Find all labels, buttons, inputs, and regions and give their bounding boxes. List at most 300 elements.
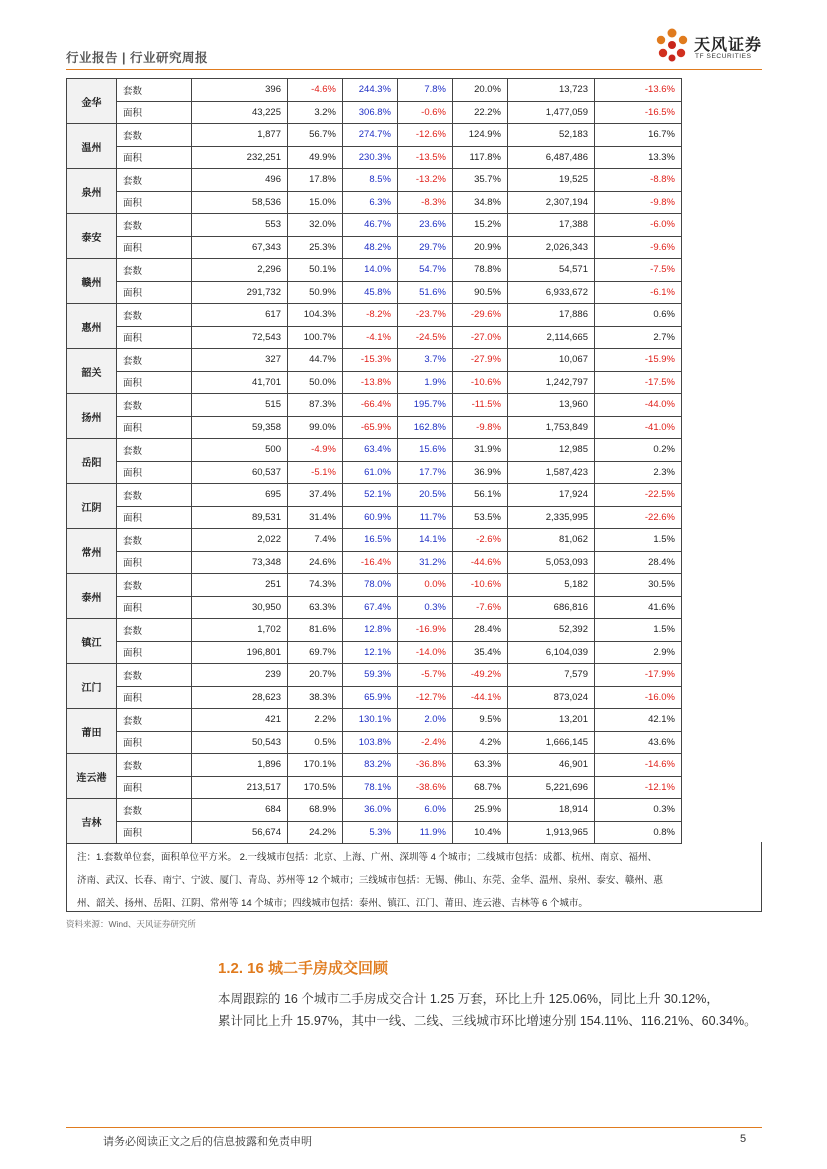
value-cell: 24.6% (288, 551, 343, 574)
city-name-cell: 吉林 (67, 799, 117, 844)
value-cell: 56.1% (453, 484, 508, 507)
value-cell: 45.8% (343, 281, 398, 304)
metric-label-cell: 套数 (117, 754, 192, 777)
value-cell: 2,026,343 (508, 236, 595, 259)
value-cell: 0.8% (595, 821, 682, 844)
value-cell: 46.7% (343, 214, 398, 237)
city-name-cell: 江阴 (67, 484, 117, 529)
value-cell: 291,732 (192, 281, 288, 304)
city-name-cell: 连云港 (67, 754, 117, 799)
table-row (67, 349, 682, 372)
value-cell: 103.8% (343, 731, 398, 754)
value-cell: 59,358 (192, 416, 288, 439)
value-cell: 1,702 (192, 619, 288, 642)
value-cell: 3.7% (398, 349, 453, 372)
table-row (67, 236, 682, 259)
value-cell: 63.3% (288, 596, 343, 619)
value-cell: 1,477,059 (508, 101, 595, 124)
value-cell: 117.8% (453, 146, 508, 169)
value-cell: -12.6% (398, 124, 453, 147)
table-row (67, 664, 682, 687)
metric-label-cell: 面积 (117, 776, 192, 799)
value-cell: 2,022 (192, 529, 288, 552)
value-cell: 306.8% (343, 101, 398, 124)
value-cell: -6.0% (595, 214, 682, 237)
value-cell: 25.3% (288, 236, 343, 259)
value-cell: 50.0% (288, 371, 343, 394)
table-row (67, 731, 682, 754)
value-cell: 17,924 (508, 484, 595, 507)
city-name-cell: 扬州 (67, 394, 117, 439)
value-cell: -36.8% (398, 754, 453, 777)
value-cell: 274.7% (343, 124, 398, 147)
value-cell: 1,587,423 (508, 461, 595, 484)
value-cell: 3.2% (288, 101, 343, 124)
value-cell: 20.5% (398, 484, 453, 507)
city-name-cell: 泰安 (67, 214, 117, 259)
value-cell: 87.3% (288, 394, 343, 417)
value-cell: 52,392 (508, 619, 595, 642)
value-cell: 17,886 (508, 304, 595, 327)
value-cell: 695 (192, 484, 288, 507)
value-cell: 14.1% (398, 529, 453, 552)
value-cell: 78.1% (343, 776, 398, 799)
value-cell: -17.5% (595, 371, 682, 394)
value-cell: -27.0% (453, 326, 508, 349)
value-cell: -12.1% (595, 776, 682, 799)
value-cell: 65.9% (343, 686, 398, 709)
value-cell: -6.1% (595, 281, 682, 304)
value-cell: 0.3% (398, 596, 453, 619)
city-name-cell: 泉州 (67, 169, 117, 214)
value-cell: 29.7% (398, 236, 453, 259)
value-cell: -2.4% (398, 731, 453, 754)
value-cell: 2.0% (398, 709, 453, 732)
value-cell: 1,666,145 (508, 731, 595, 754)
value-cell: 30.5% (595, 574, 682, 597)
value-cell: -13.6% (595, 79, 682, 102)
value-cell: -16.9% (398, 619, 453, 642)
metric-label-cell: 套数 (117, 619, 192, 642)
value-cell: -13.5% (398, 146, 453, 169)
value-cell: 15.0% (288, 191, 343, 214)
city-name-cell: 金华 (67, 79, 117, 124)
value-cell: 99.0% (288, 416, 343, 439)
page-header-label: 行业报告 | 行业研究周报 (66, 51, 208, 65)
paragraph-line: 累计同比上升 15.97%，其中一线、二线、三线城市环比增速分别 154.11%、116.21%、60.34%。 (218, 1014, 757, 1028)
metric-label-cell: 套数 (117, 394, 192, 417)
value-cell: 67.4% (343, 596, 398, 619)
table-row (67, 709, 682, 732)
value-cell: 2,296 (192, 259, 288, 282)
value-cell: -8.2% (343, 304, 398, 327)
value-cell: 170.1% (288, 754, 343, 777)
value-cell: 1.9% (398, 371, 453, 394)
value-cell: 10.4% (453, 821, 508, 844)
value-cell: 54,571 (508, 259, 595, 282)
value-cell: -14.6% (595, 754, 682, 777)
value-cell: 244.3% (343, 79, 398, 102)
metric-label-cell: 套数 (117, 169, 192, 192)
value-cell: 6,487,486 (508, 146, 595, 169)
value-cell: -8.8% (595, 169, 682, 192)
city-name-cell: 赣州 (67, 259, 117, 304)
value-cell: 553 (192, 214, 288, 237)
value-cell: -5.7% (398, 664, 453, 687)
metric-label-cell: 套数 (117, 664, 192, 687)
value-cell: -14.0% (398, 641, 453, 664)
value-cell: 48.2% (343, 236, 398, 259)
value-cell: 196,801 (192, 641, 288, 664)
value-cell: -4.1% (343, 326, 398, 349)
value-cell: -29.6% (453, 304, 508, 327)
metric-label-cell: 面积 (117, 236, 192, 259)
value-cell: 51.6% (398, 281, 453, 304)
value-cell: 124.9% (453, 124, 508, 147)
table-row (67, 821, 682, 844)
value-cell: 2.3% (595, 461, 682, 484)
value-cell: 63.3% (453, 754, 508, 777)
metric-label-cell: 面积 (117, 686, 192, 709)
value-cell: 327 (192, 349, 288, 372)
value-cell: 170.5% (288, 776, 343, 799)
value-cell: 684 (192, 799, 288, 822)
table-row (67, 686, 682, 709)
value-cell: 15.2% (453, 214, 508, 237)
table-row (67, 439, 682, 462)
metric-label-cell: 面积 (117, 101, 192, 124)
table-row (67, 124, 682, 147)
footer-rule (66, 1127, 762, 1128)
value-cell: 46,901 (508, 754, 595, 777)
table-row (67, 281, 682, 304)
value-cell: 4.2% (453, 731, 508, 754)
value-cell: -10.6% (453, 574, 508, 597)
metric-label-cell: 面积 (117, 596, 192, 619)
value-cell: 56,674 (192, 821, 288, 844)
value-cell: 162.8% (398, 416, 453, 439)
city-name-cell: 镇江 (67, 619, 117, 664)
value-cell: 69.7% (288, 641, 343, 664)
value-cell: -4.9% (288, 439, 343, 462)
table-row (67, 259, 682, 282)
value-cell: 1,877 (192, 124, 288, 147)
table-row (67, 776, 682, 799)
value-cell: -41.0% (595, 416, 682, 439)
value-cell: 5.3% (343, 821, 398, 844)
metric-label-cell: 套数 (117, 529, 192, 552)
value-cell: -13.8% (343, 371, 398, 394)
value-cell: 2.2% (288, 709, 343, 732)
table-row (67, 529, 682, 552)
value-cell: 90.5% (453, 281, 508, 304)
value-cell: 10,067 (508, 349, 595, 372)
value-cell: 5,182 (508, 574, 595, 597)
value-cell: 0.3% (595, 799, 682, 822)
city-name-cell: 韶关 (67, 349, 117, 394)
value-cell: 1,896 (192, 754, 288, 777)
metric-label-cell: 面积 (117, 551, 192, 574)
value-cell: 104.3% (288, 304, 343, 327)
metric-label-cell: 面积 (117, 146, 192, 169)
value-cell: 43.6% (595, 731, 682, 754)
value-cell: 30,950 (192, 596, 288, 619)
secondhand-housing-table (66, 78, 682, 844)
value-cell: -15.3% (343, 349, 398, 372)
value-cell: 239 (192, 664, 288, 687)
value-cell: 6,104,039 (508, 641, 595, 664)
value-cell: 251 (192, 574, 288, 597)
value-cell: 35.4% (453, 641, 508, 664)
value-cell: 43,225 (192, 101, 288, 124)
value-cell: 31.9% (453, 439, 508, 462)
value-cell: 56.7% (288, 124, 343, 147)
value-cell: 213,517 (192, 776, 288, 799)
value-cell: 6.0% (398, 799, 453, 822)
value-cell: -10.6% (453, 371, 508, 394)
metric-label-cell: 面积 (117, 371, 192, 394)
table-row (67, 304, 682, 327)
value-cell: 73,348 (192, 551, 288, 574)
table-row (67, 799, 682, 822)
table-row (67, 641, 682, 664)
value-cell: -15.9% (595, 349, 682, 372)
metric-label-cell: 套数 (117, 214, 192, 237)
value-cell: 50,543 (192, 731, 288, 754)
metric-label-cell: 面积 (117, 326, 192, 349)
value-cell: 1.5% (595, 529, 682, 552)
value-cell: -16.5% (595, 101, 682, 124)
table-row (67, 169, 682, 192)
value-cell: 13,960 (508, 394, 595, 417)
value-cell: 230.3% (343, 146, 398, 169)
value-cell: 7.4% (288, 529, 343, 552)
tf-securities-logo (652, 26, 764, 70)
value-cell: 83.2% (343, 754, 398, 777)
value-cell: -66.4% (343, 394, 398, 417)
value-cell: 20.7% (288, 664, 343, 687)
value-cell: 686,816 (508, 596, 595, 619)
value-cell: -16.4% (343, 551, 398, 574)
table-row (67, 484, 682, 507)
value-cell: 17.7% (398, 461, 453, 484)
value-cell: 24.2% (288, 821, 343, 844)
table-row (67, 619, 682, 642)
value-cell: 1,242,797 (508, 371, 595, 394)
value-cell: 31.2% (398, 551, 453, 574)
metric-label-cell: 面积 (117, 281, 192, 304)
value-cell: -17.9% (595, 664, 682, 687)
value-cell: 67,343 (192, 236, 288, 259)
value-cell: 49.9% (288, 146, 343, 169)
value-cell: 17.8% (288, 169, 343, 192)
value-cell: 81.6% (288, 619, 343, 642)
table-row (67, 79, 682, 102)
value-cell: 12.8% (343, 619, 398, 642)
value-cell: -12.7% (398, 686, 453, 709)
brand-name-cn: 天风证券 (694, 37, 763, 54)
value-cell: 0.0% (398, 574, 453, 597)
table-row (67, 371, 682, 394)
value-cell: -9.6% (595, 236, 682, 259)
value-cell: 68.7% (453, 776, 508, 799)
value-cell: 74.3% (288, 574, 343, 597)
value-cell: 60,537 (192, 461, 288, 484)
value-cell: 78.8% (453, 259, 508, 282)
page-number: 5 (740, 1133, 747, 1145)
value-cell: 32.0% (288, 214, 343, 237)
value-cell: -2.6% (453, 529, 508, 552)
value-cell: 38.3% (288, 686, 343, 709)
value-cell: 7.8% (398, 79, 453, 102)
value-cell: 53.5% (453, 506, 508, 529)
value-cell: 396 (192, 79, 288, 102)
metric-label-cell: 套数 (117, 79, 192, 102)
value-cell: 34.8% (453, 191, 508, 214)
city-name-cell: 温州 (67, 124, 117, 169)
city-name-cell: 岳阳 (67, 439, 117, 484)
value-cell: -22.6% (595, 506, 682, 529)
value-cell: -4.6% (288, 79, 343, 102)
value-cell: 12.1% (343, 641, 398, 664)
metric-label-cell: 套数 (117, 574, 192, 597)
metric-label-cell: 套数 (117, 349, 192, 372)
value-cell: 61.0% (343, 461, 398, 484)
city-name-cell: 江门 (67, 664, 117, 709)
value-cell: -13.2% (398, 169, 453, 192)
value-cell: 8.5% (343, 169, 398, 192)
value-cell: 41,701 (192, 371, 288, 394)
value-cell: 59.3% (343, 664, 398, 687)
value-cell: 23.6% (398, 214, 453, 237)
paragraph-line: 本周跟踪的 16 个城市二手房成交合计 1.25 万套，环比上升 125.06%，同比上升 30.12%， (218, 992, 719, 1006)
metric-label-cell: 面积 (117, 821, 192, 844)
section-title: 1.2. 16 城二手房成交回顾 (218, 960, 389, 977)
value-cell: 50.9% (288, 281, 343, 304)
value-cell: -5.1% (288, 461, 343, 484)
metric-label-cell: 套数 (117, 439, 192, 462)
metric-label-cell: 面积 (117, 731, 192, 754)
table-row (67, 754, 682, 777)
value-cell: 6,933,672 (508, 281, 595, 304)
table-row (67, 191, 682, 214)
value-cell: -9.8% (595, 191, 682, 214)
table-row (67, 326, 682, 349)
value-cell: 68.9% (288, 799, 343, 822)
value-cell: 0.6% (595, 304, 682, 327)
value-cell: 78.0% (343, 574, 398, 597)
data-source: 资料来源：Wind、天风证券研究所 (66, 919, 196, 929)
value-cell: 37.4% (288, 484, 343, 507)
value-cell: -16.0% (595, 686, 682, 709)
value-cell: -65.9% (343, 416, 398, 439)
value-cell: 18,914 (508, 799, 595, 822)
value-cell: 72,543 (192, 326, 288, 349)
value-cell: 100.7% (288, 326, 343, 349)
metric-label-cell: 面积 (117, 416, 192, 439)
value-cell: 195.7% (398, 394, 453, 417)
value-cell: 19,525 (508, 169, 595, 192)
metric-label-cell: 面积 (117, 641, 192, 664)
value-cell: 17,388 (508, 214, 595, 237)
value-cell: 16.7% (595, 124, 682, 147)
table-row (67, 551, 682, 574)
value-cell: 22.2% (453, 101, 508, 124)
value-cell: 496 (192, 169, 288, 192)
value-cell: 41.6% (595, 596, 682, 619)
section-paragraph (218, 988, 778, 1032)
metric-label-cell: 面积 (117, 461, 192, 484)
value-cell: 20.9% (453, 236, 508, 259)
value-cell: 13.3% (595, 146, 682, 169)
value-cell: -8.3% (398, 191, 453, 214)
value-cell: 52.1% (343, 484, 398, 507)
value-cell: 5,221,696 (508, 776, 595, 799)
value-cell: 515 (192, 394, 288, 417)
value-cell: -38.6% (398, 776, 453, 799)
value-cell: 232,251 (192, 146, 288, 169)
value-cell: 58,536 (192, 191, 288, 214)
metric-label-cell: 套数 (117, 709, 192, 732)
table-row (67, 394, 682, 417)
value-cell: -23.7% (398, 304, 453, 327)
value-cell: 16.5% (343, 529, 398, 552)
note-line: 注：1.套数单位套，面积单位平方米。 2.一线城市包括：北京、上海、广州、深圳等 4 个城市；二线城市包括：成都、杭州、南京、福州、 (77, 852, 658, 863)
value-cell: 52,183 (508, 124, 595, 147)
metric-label-cell: 面积 (117, 506, 192, 529)
value-cell: 60.9% (343, 506, 398, 529)
value-cell: 0.5% (288, 731, 343, 754)
value-cell: 7,579 (508, 664, 595, 687)
value-cell: -0.6% (398, 101, 453, 124)
metric-label-cell: 套数 (117, 304, 192, 327)
value-cell: 28.4% (595, 551, 682, 574)
metric-label-cell: 面积 (117, 191, 192, 214)
value-cell: 44.7% (288, 349, 343, 372)
value-cell: 11.9% (398, 821, 453, 844)
table-row (67, 416, 682, 439)
value-cell: 36.0% (343, 799, 398, 822)
metric-label-cell: 套数 (117, 799, 192, 822)
value-cell: 6.3% (343, 191, 398, 214)
value-cell: 28.4% (453, 619, 508, 642)
value-cell: 617 (192, 304, 288, 327)
value-cell: 13,723 (508, 79, 595, 102)
value-cell: 873,024 (508, 686, 595, 709)
value-cell: -22.5% (595, 484, 682, 507)
value-cell: 1,913,965 (508, 821, 595, 844)
value-cell: 14.0% (343, 259, 398, 282)
value-cell: -44.0% (595, 394, 682, 417)
value-cell: 31.4% (288, 506, 343, 529)
city-name-cell: 常州 (67, 529, 117, 574)
value-cell: 5,053,093 (508, 551, 595, 574)
value-cell: 2.9% (595, 641, 682, 664)
table-row (67, 101, 682, 124)
value-cell: 9.5% (453, 709, 508, 732)
city-name-cell: 莆田 (67, 709, 117, 754)
value-cell: -49.2% (453, 664, 508, 687)
value-cell: 2,307,194 (508, 191, 595, 214)
value-cell: 35.7% (453, 169, 508, 192)
table-row (67, 574, 682, 597)
note-line: 济南、武汉、长春、南宁、宁波、厦门、青岛、苏州等 12 个城市；三线城市包括：无锡、佛山、东莞、金华、温州、泉州、泰安、赣州、惠 (77, 875, 663, 886)
table-body (67, 79, 682, 844)
footer-disclaimer: 请务必阅读正文之后的信息披露和免责申明 (103, 1136, 312, 1148)
value-cell: -7.6% (453, 596, 508, 619)
value-cell: 12,985 (508, 439, 595, 462)
value-cell: -27.9% (453, 349, 508, 372)
